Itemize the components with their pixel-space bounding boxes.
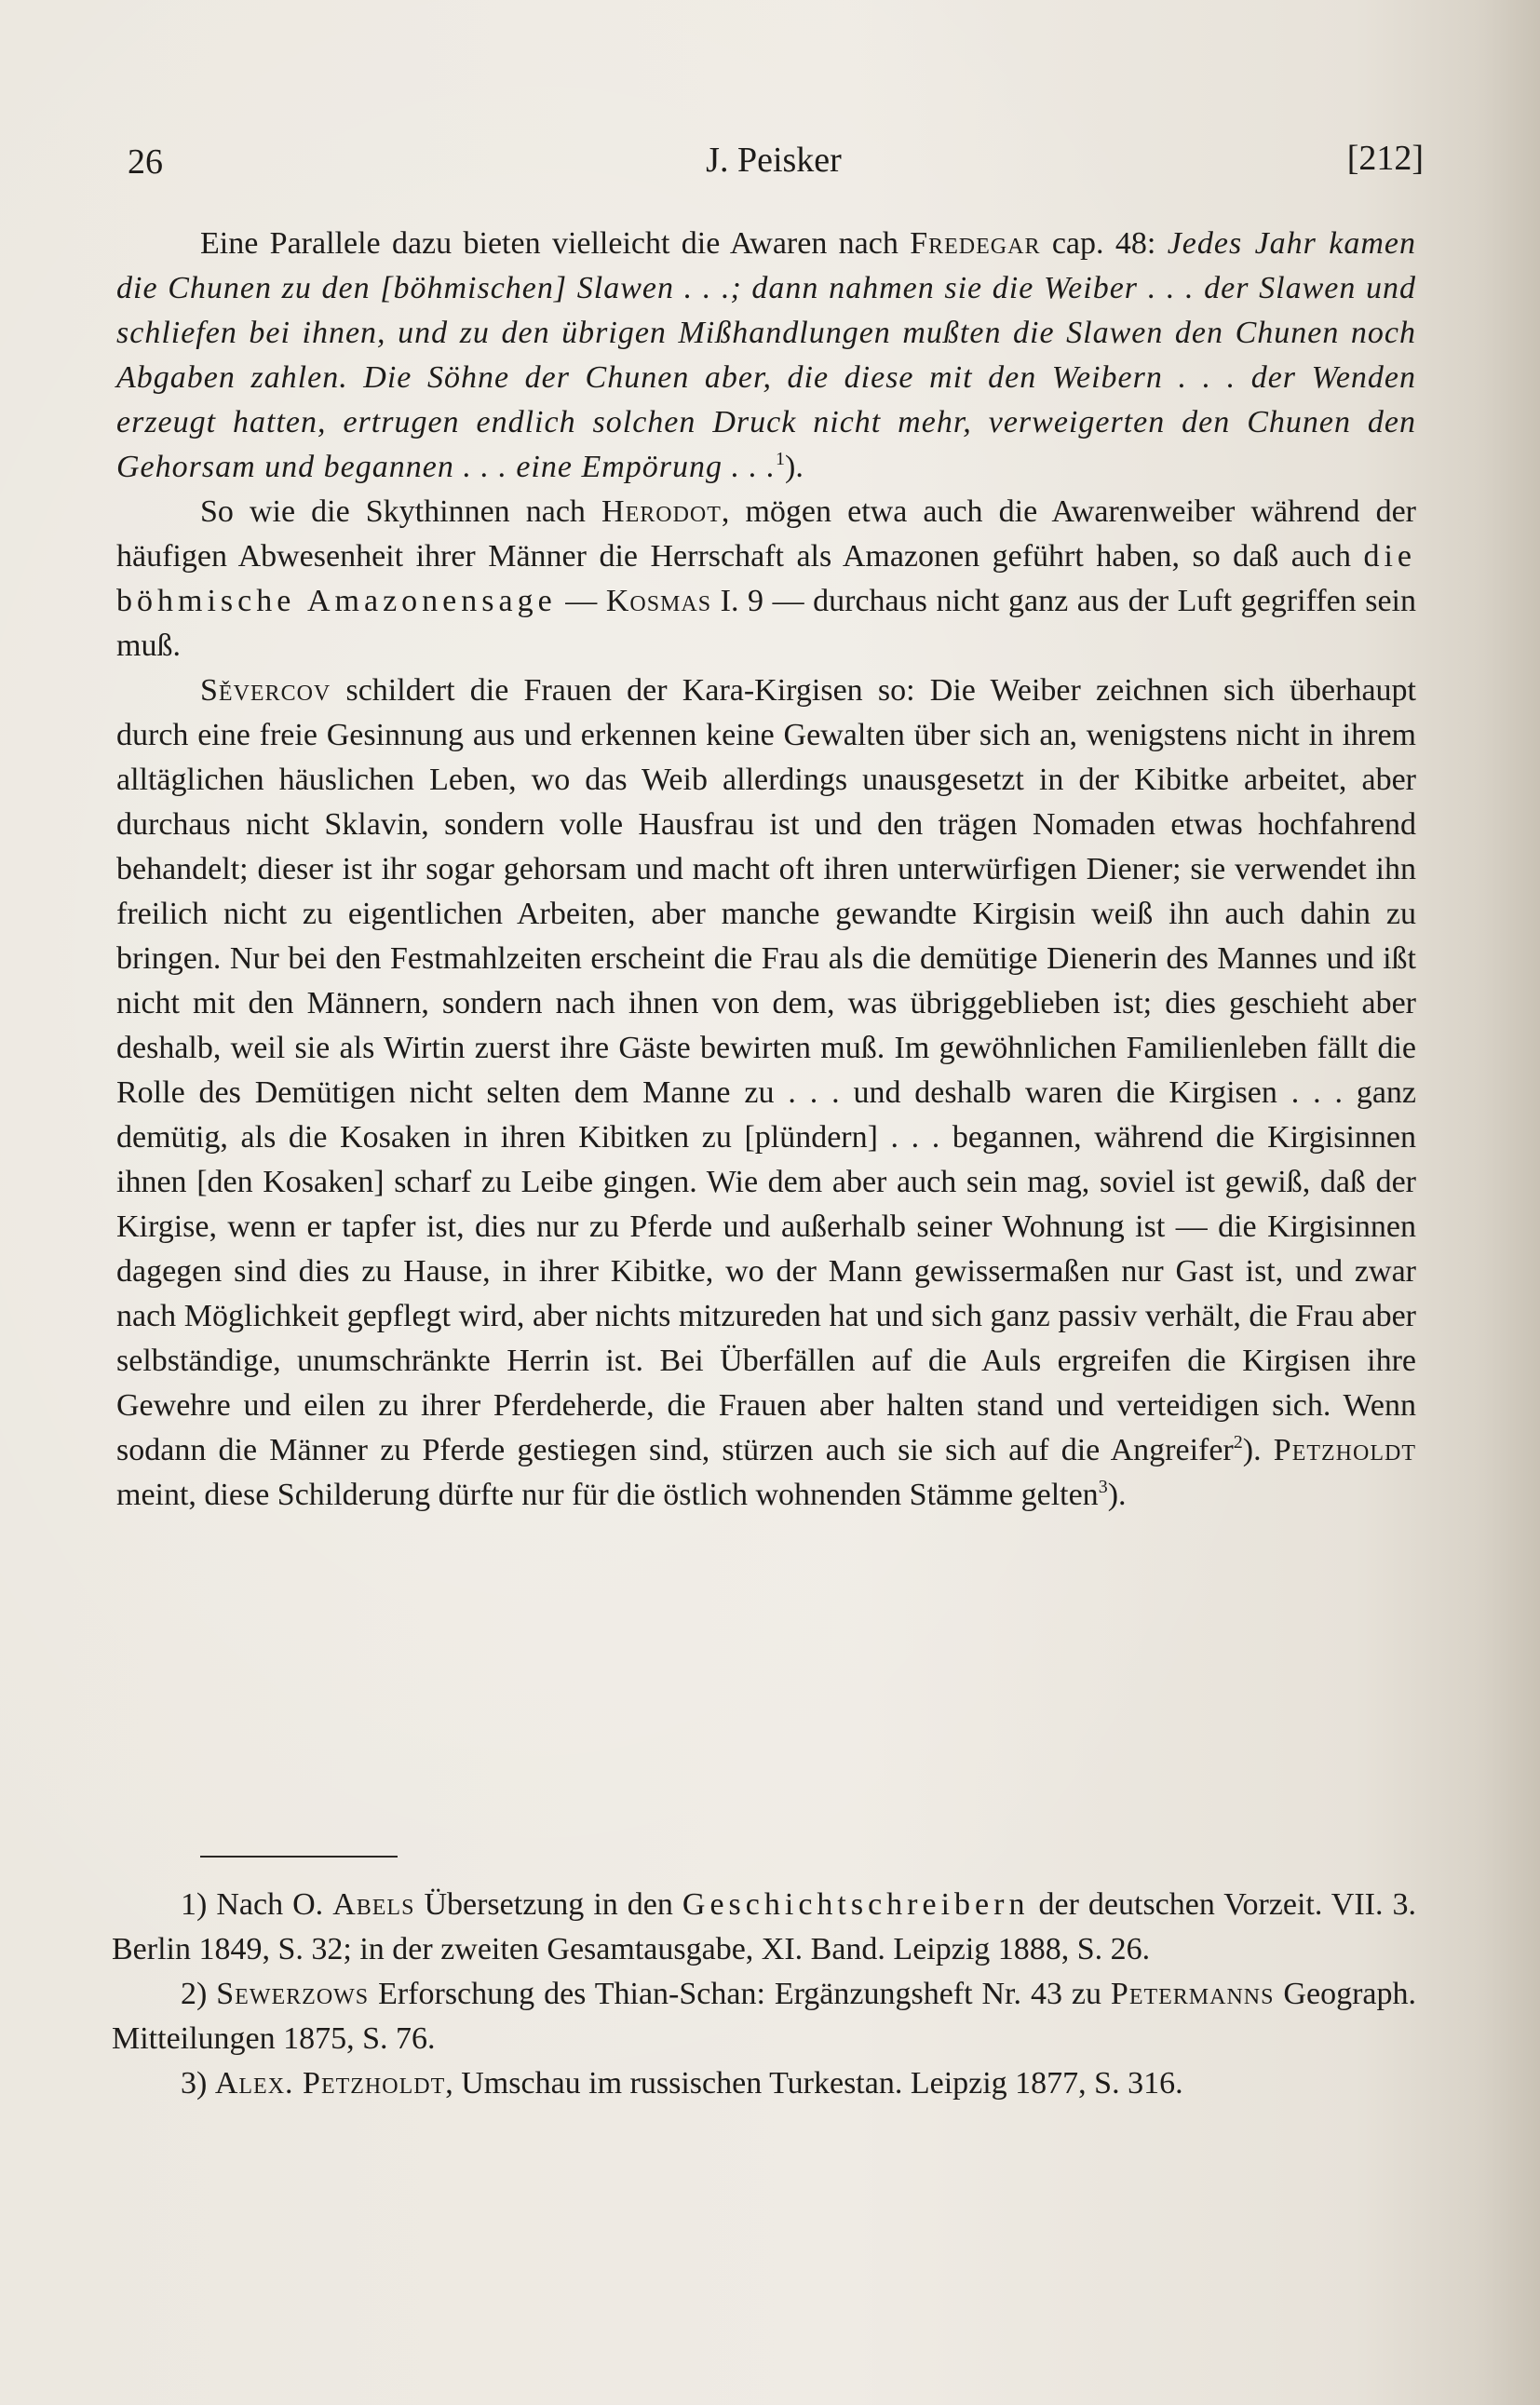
paragraph-3-b: ). xyxy=(1242,1433,1274,1467)
paragraph-3-d: ). xyxy=(1107,1478,1127,1512)
chapter-ref: cap. 48: xyxy=(1040,226,1168,261)
footnote-3-b: , Umschau im russischen Turkestan. Leipzig 1877, S. 316. xyxy=(445,2066,1183,2101)
running-head: J. Peisker xyxy=(706,141,842,180)
footnote-2-c: Geograph. Mitteilungen 1875, S. 76. xyxy=(112,1977,1416,2056)
fredegar-quote: Jedes Jahr kamen die Chunen zu den [böhmischen] Slawen . . .; dann nahmen sie die Weiber . . . der Slawen und schliefen bei ihnen, und zu den übrigen Mißhandlungen mußten die Slawen den Chunen noch Abgaben zahlen. Die Söhne der Chunen aber, die diese mit den Weibern . . . der Wenden erzeugt hatten, ertrugen endlich solchen Druck nicht mehr, verweigerten den Chunen den Gehorsam und begannen . . . eine Empörung . . . xyxy=(116,226,1416,484)
author-petermanns: Petermanns xyxy=(1110,1977,1275,2011)
spaced-title: Geschichtschreibern xyxy=(682,1887,1030,1922)
author-kosmas: Kosmas xyxy=(605,584,712,618)
footnotes xyxy=(112,1883,1416,2106)
author-petzholdt: Petzholdt xyxy=(1273,1433,1416,1467)
paragraph-3-a: schildert die Frauen der Kara-Kirgisen so: Die Weiber zeichnen sich überhaupt durch eine freie Gesinnung aus und erkennen keine Gewalten über sich an, wenigstens nicht in ihrem alltäglichen häuslichen Leben, wo das Weib allerdings unausgesetzt in der Kibitke arbeitet, aber durchaus nicht Sklavin, sondern volle Hausfrau ist und den trägen Nomaden etwas hochfahrend behandelt; dieser ist ihr sogar gehorsam und macht oft ihren unterwürfigen Diener; sie verwendet ihn freilich nicht zu eigentlichen Arbeiten, aber manche gewandte Kirgisin weiß ihn auch dahin zu bringen. Nur bei den Festmahlzeiten erscheint die Frau als die demütige Dienerin des Mannes und ißt nicht mit den Männern, sondern nach ihnen von dem, was übriggeblieben ist; dies geschieht aber deshalb, weil sie als Wirtin zuerst ihre Gäste bewirten muß. Im gewöhnlichen Familienleben fällt die Rolle des Demütigen nicht selten dem Manne zu . . . und deshalb waren die Kirgisen . . . ganz demütig, als die Kosaken in ihren Kibitken zu [plündern] . . . begannen, während die Kirgisinnen ihnen [den Kosaken] scharf zu Leibe gingen. Wie dem aber auch sein mag, soviel ist gewiß, daß der Kirgise, wenn er tapfer ist, dies nur zu Pferde und außerhalb seiner Wohnung ist — die Kirgisinnen dagegen sind dies zu Hause, in ihrer Kibitke, wo der Mann gewissermaßen nur Gast ist, und zwar nach Möglichkeit gepflegt wird, aber nichts mitzureden hat und sich ganz passiv verhält, die Frau aber selbständige, unumschränkte Herrin ist. Bei Überfällen auf die Auls ergreifen die Kirgisen ihre Gewehre und eilen zu ihrer Pferdeherde, die Frauen aber halten stand und verteidigen sich. Wenn sodann die Männer zu Pferde gestiegen sind, stürzen auch sie sich auf die Angreifer xyxy=(116,673,1416,1467)
page-reference: [212] xyxy=(1346,139,1424,178)
footnote-mark-2[interactable]: 2 xyxy=(1233,1432,1243,1452)
author-sewerzows: Sewerzows xyxy=(216,1977,370,2011)
footnote-1-b: Übersetzung in den xyxy=(414,1887,682,1922)
footnote-mark-3[interactable]: 3 xyxy=(1098,1477,1108,1497)
footnote-1-c: der deutschen Vorzeit. VII. 3. Berlin 1849, S. 32; in der zweiten Gesamtausgabe, XI. Band. Leipzig 1888, S. 26. xyxy=(112,1887,1416,1966)
page-number: 26 xyxy=(128,142,163,182)
spaced-emphasis: die böhmische Amazonensage xyxy=(116,539,1416,618)
footnote-3 xyxy=(112,2061,1416,2106)
footnote-divider xyxy=(200,1856,398,1858)
page-header xyxy=(124,136,1424,192)
author-fredegar: Fredegar xyxy=(910,226,1041,261)
paragraph-1 xyxy=(116,222,1416,490)
author-abels: Abels xyxy=(332,1887,415,1922)
author-severcov: Sěvercov xyxy=(200,673,331,708)
paragraph-2 xyxy=(116,490,1416,669)
paragraph-2-a: So wie die Skythinnen nach xyxy=(200,494,602,529)
footnote-2-a: 2) xyxy=(181,1977,217,2011)
footnote-2-b: Erforschung des Thian-Schan: Ergänzungsheft Nr. 43 zu xyxy=(369,1977,1111,2011)
paragraph-2-c: — xyxy=(556,584,606,618)
footnote-mark-1[interactable]: 1 xyxy=(776,449,786,469)
author-alex-petzholdt: Alex. Petzholdt xyxy=(214,2066,446,2101)
footnote-3-a: 3) xyxy=(181,2066,215,2101)
paragraph-1-lead: Eine Parallele dazu bieten vielleicht die Awaren nach xyxy=(200,226,911,261)
paragraph-1-tail: ). xyxy=(785,450,804,484)
paragraph-2-d: I. 9 — durchaus nicht ganz aus der Luft gegriffen sein muß. xyxy=(116,584,1416,663)
footnote-2 xyxy=(112,1972,1416,2061)
footnote-1 xyxy=(112,1883,1416,1972)
paragraph-2-b: , mögen etwa auch die Awarenweiber während der häufigen Abwesenheit ihrer Männer die Herrschaft als Amazonen geführt haben, so daß auch xyxy=(116,494,1416,574)
paragraph-3-c: meint, diese Schilderung dürfte nur für die östlich wohnenden Stämme gelten xyxy=(116,1478,1099,1512)
main-text xyxy=(116,222,1416,1518)
author-herodot: Herodot xyxy=(601,494,722,529)
paragraph-3 xyxy=(116,669,1416,1518)
footnote-1-a: 1) Nach O. xyxy=(181,1887,333,1922)
